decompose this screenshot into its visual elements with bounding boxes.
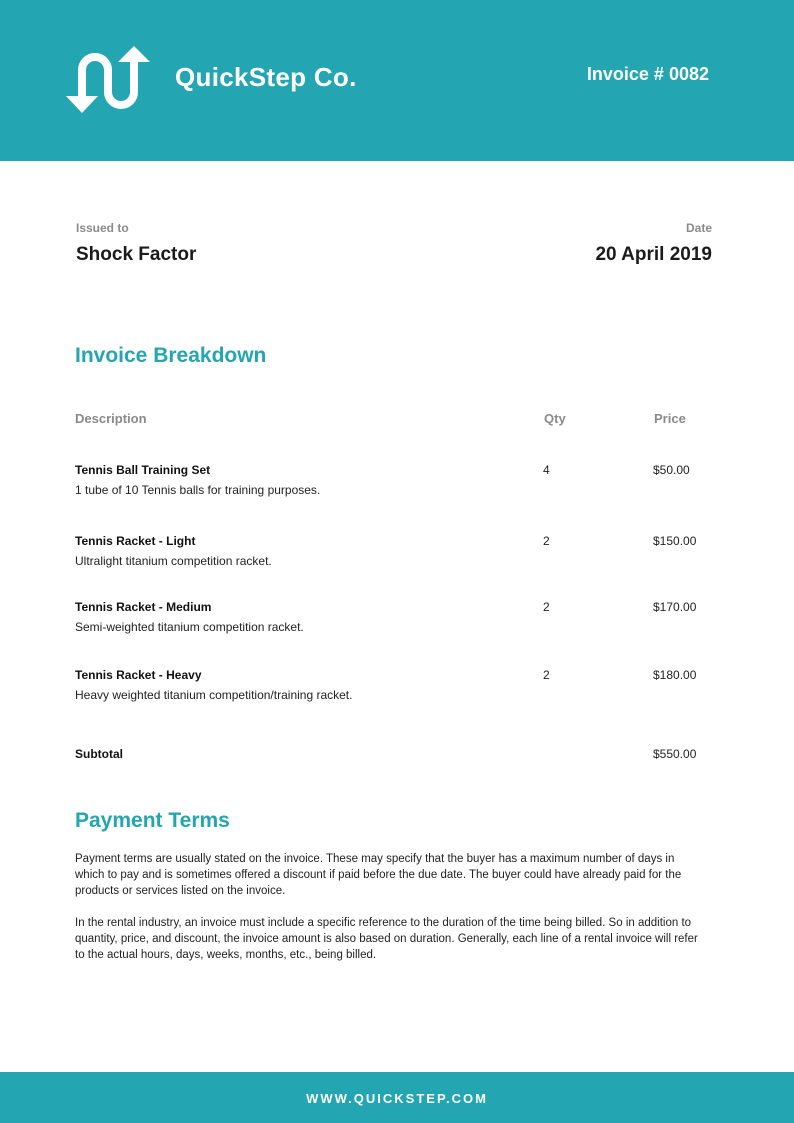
- line-item-price: $50.00: [653, 463, 690, 477]
- line-item: [0, 463, 794, 513]
- issued-to-label: Issued to: [76, 221, 129, 235]
- payment-terms-paragraph: In the rental industry, an invoice must include a specific reference to the duration of the time being billed. So in addition to quantity, price, and discount, the invoice amount is also based on duration. Generally, each line of a rental invoice will refer to the actual hours, days, weeks, months, etc., being billed.: [75, 917, 698, 961]
- column-header-qty: Qty: [544, 411, 566, 426]
- line-item-name: Tennis Ball Training Set: [75, 463, 211, 477]
- invoice-footer: [0, 1072, 794, 1123]
- date-label: Date: [685, 221, 712, 235]
- client-name: Shock Factor: [76, 244, 197, 265]
- line-item-description: Semi-weighted titanium competition racket.: [75, 620, 304, 634]
- subtotal-label: Subtotal: [75, 747, 123, 761]
- line-item-name: Tennis Racket - Light: [75, 534, 196, 548]
- line-item-price: $180.00: [653, 668, 697, 682]
- subtotal-value: $550.00: [653, 747, 697, 761]
- line-item-price: $150.00: [653, 534, 697, 548]
- payment-terms-title: Payment Terms: [75, 809, 230, 832]
- website-url: WWW.QUICKSTEP.COM: [306, 1091, 488, 1106]
- line-item: [0, 600, 794, 650]
- line-item-qty: 2: [543, 600, 550, 614]
- column-header-price: Price: [654, 411, 686, 426]
- line-item-name: Tennis Racket - Heavy: [75, 668, 202, 682]
- line-item-qty: 2: [543, 534, 550, 548]
- column-header-description: Description: [75, 411, 147, 426]
- payment-terms-paragraph: Payment terms are usually stated on the invoice. These may specify that the buyer has a maximum number of days in which to pay and is sometimes offered a discount if paid before the due date. The buyer could have already paid for the products or services listed on the invoice.: [75, 853, 682, 897]
- company-name: QuickStep Co.: [175, 62, 357, 92]
- line-item: [0, 668, 794, 718]
- line-item-description: 1 tube of 10 Tennis balls for training purposes.: [75, 483, 321, 497]
- invoice-date: 20 April 2019: [595, 244, 712, 265]
- invoice-breakdown-title: Invoice Breakdown: [75, 344, 267, 367]
- invoice-header: [0, 0, 794, 161]
- line-item-qty: 4: [543, 463, 550, 477]
- up-down-arrows-icon: [64, 46, 154, 116]
- line-item-description: Heavy weighted titanium competition/training racket.: [75, 688, 353, 702]
- line-item: [0, 534, 794, 584]
- line-item-qty: 2: [543, 668, 550, 682]
- line-item-description: Ultralight titanium competition racket.: [75, 554, 272, 568]
- line-item-price: $170.00: [653, 600, 697, 614]
- invoice-number: Invoice # 0082: [586, 64, 709, 84]
- line-item-name: Tennis Racket - Medium: [75, 600, 212, 614]
